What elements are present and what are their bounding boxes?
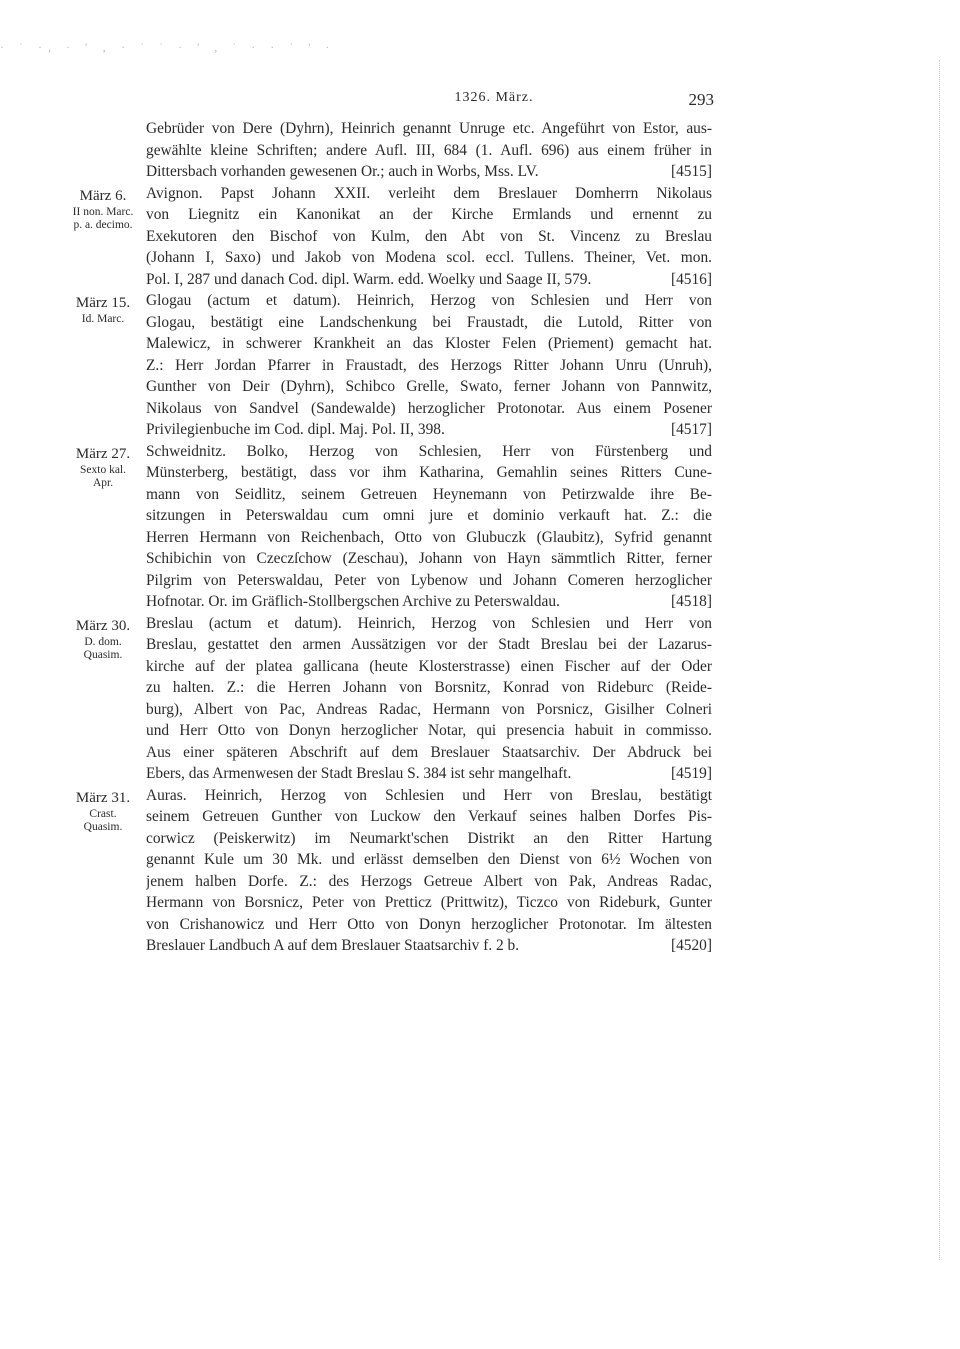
entry-date-latin: II non. Marc.: [72, 205, 134, 218]
entry-line: [146, 419, 712, 441]
entry-text: [146, 785, 712, 957]
entry-text: [146, 118, 712, 183]
entry-date: März 27.: [75, 445, 131, 462]
entry-line: Gebrüder von Dere (Dyhrn), Heinrich genannt Unruge etc. Angeführt von Estor, aus-: [146, 120, 712, 137]
entry-line: genannt Kule um 30 Mk. und erlässt demselben den Dienst von 6½ Wochen von: [146, 851, 712, 868]
entry-margin-date: [60, 183, 146, 291]
entry-line: von Liegnitz ein Kanonikat an der Kirche Ermlands und ernennt zu: [146, 206, 712, 223]
entry-number: [4518]: [670, 593, 712, 610]
entry-margin-date: [60, 118, 146, 183]
entry-line: [146, 161, 712, 183]
entry-number: [4520]: [670, 937, 712, 954]
entry-line: Glogau, bestätigt eine Landschenkung bei Fraustadt, die Lutold, Ritter von: [146, 313, 712, 331]
entry-line: kirche auf der platea gallicana (heute Klosterstrasse) einen Fischer auf der Oder: [146, 657, 712, 675]
scan-noise: · ˙ ·, · ' ‚ · ˙ ˙ · ' , ˙ · · ˙ ' ·: [0, 40, 336, 54]
register-entry: [60, 441, 712, 613]
entry-number: [4517]: [670, 421, 712, 438]
entry-line: Münsterberg, bestätigt, dass vor ihm Katharina, Gemahlin seines Ritters Cune-: [146, 464, 712, 481]
entry-text: [146, 290, 712, 441]
entry-line-text: Pol. I, 287 und danach Cod. dipl. Warm. edd. Woelky und Saage II, 579.: [146, 270, 592, 288]
entry-date-latin: p. a. decimo.: [73, 218, 133, 231]
entry-number: [4516]: [670, 270, 712, 288]
entry-line-text: Privilegienbuche im Cod. dipl. Maj. Pol. II, 398.: [146, 421, 445, 438]
entry-line: corwicz (Peiskerwitz) im Neumarkt'schen Distrikt an den Ritter Hartung: [146, 829, 712, 847]
entry-margin-date: [60, 785, 146, 957]
entry-line: Pilgrim von Peterswaldau, Peter von Lybenow und Johann Comeren herzoglicher: [146, 571, 712, 589]
register-entry: [60, 785, 712, 957]
entry-date-latin: Quasim.: [83, 648, 123, 661]
entry-line: Glogau (actum et datum). Heinrich, Herzog von Schlesien und Herr von: [146, 292, 712, 309]
entry-line: Malewicz, in schwerer Krankheit an das Kloster Felen (Priement) gemacht hat.: [146, 335, 712, 352]
entry-line: von Crishanowicz und Herr Otto von Donyn herzoglicher Protonotar. Im ältesten: [146, 915, 712, 933]
entry-date-latin: D. dom.: [84, 635, 122, 648]
entry-line: Breslau, gestattet den armen Aussätzigen vor der Stadt Breslau bei der Lazarus-: [146, 636, 712, 653]
entry-line: Avignon. Papst Johann XXII. verleiht dem Breslauer Domherrn Nikolaus: [146, 184, 712, 202]
register-entry: [60, 613, 712, 785]
register-entry: [60, 118, 712, 183]
entry-line: jenem halben Dorfe. Z.: des Herzogs Getreue Albert von Pak, Andreas Radac,: [146, 872, 712, 890]
entry-text: [146, 613, 712, 785]
entry-date: März 6.: [79, 187, 127, 204]
entry-date: März 30.: [75, 617, 131, 634]
entry-line-text: Breslauer Landbuch A auf dem Breslauer Staatsarchiv f. 2 b.: [146, 937, 520, 954]
entry-line: Schibichin von Czeczſchow (Zeschau), Johann von Hayn sämmtlich Ritter, ferner: [146, 550, 712, 567]
entry-line: Nikolaus von Sandvel (Sandewalde) herzoglicher Protonotar. Aus einem Posener: [146, 399, 712, 417]
entry-line: mann von Seidlitz, seinem Getreuen Heynemann von Petirzwalde ihre Be-: [146, 485, 712, 503]
entry-margin-date: [60, 290, 146, 441]
entry-line: [146, 935, 712, 957]
entry-date-latin: Crast.: [89, 807, 117, 820]
entry-line: Herren Hermann von Reichenbach, Otto von Glubuczk (Glaubitz), Syfrid genannt: [146, 528, 712, 546]
entry-line: Exekutoren den Bischof von Kulm, den Abt von St. Vincenz zu Breslau: [146, 227, 712, 245]
entry-margin-date: [60, 613, 146, 785]
entry-line: Schweidnitz. Bolko, Herzog von Schlesien, Herr von Fürstenberg und: [146, 442, 712, 460]
running-header: 1326. März.: [454, 90, 534, 105]
entry-line-text: Dittersbach vorhanden gewesenen Or.; auch in Worbs, Mss. LV.: [146, 163, 539, 180]
entry-line: sitzungen in Peterswaldau cum omni jure et dominio verkauft hat. Z.: die: [146, 507, 712, 524]
entry-number: [4519]: [670, 765, 712, 782]
entry-date-latin: Apr.: [92, 476, 114, 489]
page-number: 293: [688, 90, 714, 109]
entry-number: [4515]: [670, 163, 712, 180]
entry-text: [146, 183, 712, 291]
scan-edge: [933, 60, 940, 1260]
entry-margin-date: [60, 441, 146, 613]
register-entry: [60, 290, 712, 441]
entry-line: Hermann von Borsnicz, Peter von Pretticz (Prittwitz), Ticzco von Rideburk, Gunter: [146, 894, 712, 911]
entry-line: [146, 763, 712, 785]
entry-line: Z.: Herr Jordan Pfarrer in Fraustadt, des Herzogs Ritter Johann Unru (Unruh),: [146, 356, 712, 374]
entry-date-latin: Id. Marc.: [81, 313, 125, 325]
entry-line-text: Hofnotar. Or. im Gräflich-Stollbergschen Archive zu Peterswaldau.: [146, 593, 560, 610]
entry-date: März 15.: [75, 295, 131, 311]
entry-date-latin: Sexto kal.: [80, 463, 126, 476]
entry-line: Gunther von Deir (Dyhrn), Schibco Grelle, Swato, ferner Johann von Pannwitz,: [146, 378, 712, 395]
entry-line: [146, 269, 712, 291]
register-entry: [60, 183, 712, 291]
entry-line: Auras. Heinrich, Herzog von Schlesien und Herr von Breslau, bestätigt: [146, 786, 712, 804]
entry-line: zu halten. Z.: die Herren Johann von Borsnitz, Konrad von Rideburc (Reide-: [146, 679, 712, 696]
entry-line: Aus einer späteren Abschrift auf dem Breslauer Staatsarchiv. Der Abdruck bei: [146, 743, 712, 761]
entry-line: (Johann I, Saxo) und Jakob von Modena scol. eccl. Tullens. Theiner, Vet. mon.: [146, 249, 712, 266]
entry-line: und Herr Otto von Donyn herzoglicher Notar, qui presencia habuit in commisso.: [146, 722, 712, 739]
entry-line: burg), Albert von Pac, Andreas Radac, Hermann von Porsnicz, Gisilher Colneri: [146, 700, 712, 718]
entry-line-text: Ebers, das Armenwesen der Stadt Breslau S. 384 ist sehr mangelhaft.: [146, 765, 572, 782]
entry-line: [146, 591, 712, 613]
entry-line: seinem Getreuen Gunther von Luckow den Verkauf seines halben Dorfes Pis-: [146, 808, 712, 825]
entry-line: gewählte kleine Schriften; andere Aufl. III, 684 (1. Aufl. 696) aus einem früher in: [146, 141, 712, 159]
entry-text: [146, 441, 712, 613]
entry-date: März 31.: [75, 789, 131, 806]
entry-line: Breslau (actum et datum). Heinrich, Herzog von Schlesien und Herr von: [146, 614, 712, 632]
register-entries: [60, 118, 712, 957]
entry-date-latin: Quasim.: [83, 820, 123, 833]
